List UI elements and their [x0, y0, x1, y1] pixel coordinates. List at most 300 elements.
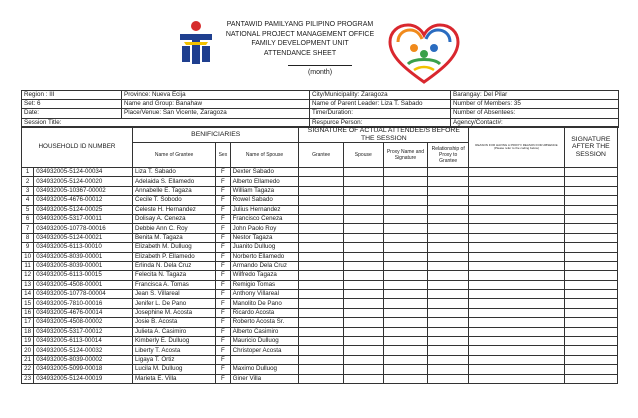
household-id-cell: 034932005-5124-00020 — [34, 177, 133, 186]
spouse-signature-cell[interactable] — [343, 243, 383, 252]
grantee-signature-cell[interactable] — [299, 261, 343, 270]
session-info-grid — [21, 90, 619, 128]
reason-cell[interactable] — [469, 290, 564, 299]
signature-after-cell[interactable] — [564, 261, 617, 270]
spouse-name-cell: Giner Villa — [230, 374, 299, 383]
household-id-cell: 034932005-10778-00016 — [34, 224, 133, 233]
signature-after-cell[interactable] — [564, 290, 617, 299]
grantee-signature-cell[interactable] — [299, 224, 343, 233]
signature-after-cell[interactable] — [564, 337, 617, 346]
proxy-relationship-cell[interactable] — [428, 327, 469, 336]
spouse-name-cell: Norberto Ellamedo — [230, 252, 299, 261]
reason-cell[interactable] — [469, 261, 564, 270]
spouse-name-cell: Roberto Acosta Sr. — [230, 318, 299, 327]
row-number-cell: 4 — [22, 196, 34, 205]
month-label: (month) — [307, 69, 333, 76]
signature-after-cell[interactable] — [564, 233, 617, 242]
sex-cell: F — [216, 233, 230, 242]
proxy-name-cell[interactable] — [383, 290, 427, 299]
proxy-name-cell[interactable] — [383, 280, 427, 289]
grantee-signature-cell[interactable] — [299, 233, 343, 242]
household-id-cell: 034932005-5124-00034 — [34, 168, 133, 177]
sex-cell: F — [216, 252, 230, 261]
spouse-signature-cell[interactable] — [343, 168, 383, 177]
spouse-signature-cell[interactable] — [343, 327, 383, 336]
grantee-signature-cell[interactable] — [299, 196, 343, 205]
spouse-name-cell: Alberto Casimiro — [230, 327, 299, 336]
spouse-name-cell — [230, 355, 299, 364]
grantee-name-cell: Jean S. Villareal — [132, 290, 215, 299]
signature-before-header: SIGNATURE OF ACTUAL ATTENDEE/S BEFORE THE SESSION — [299, 127, 469, 143]
grantee-name-cell: Annabelle E. Tagaza — [132, 186, 215, 195]
table-row — [22, 308, 618, 317]
grantee-signature-cell[interactable] — [299, 168, 343, 177]
sex-cell: F — [216, 290, 230, 299]
proxy-relationship-cell[interactable] — [428, 233, 469, 242]
spouse-signature-cell[interactable] — [343, 290, 383, 299]
grantee-signature-cell[interactable] — [299, 318, 343, 327]
proxy-relationship-cell[interactable] — [428, 214, 469, 223]
row-number-cell: 23 — [22, 374, 34, 383]
grantee-name-cell: Liza T. Sabado — [132, 168, 215, 177]
row-number-cell: 21 — [22, 355, 34, 364]
spouse-signature-header: Spouse — [343, 143, 383, 168]
signature-after-cell[interactable] — [564, 252, 617, 261]
grantee-name-cell: Celeste H. Hernandez — [132, 205, 215, 214]
sex-cell: F — [216, 168, 230, 177]
household-id-cell: 034932005-4676-00014 — [34, 308, 133, 317]
spouse-name-cell: Maximo Dulluog — [230, 365, 299, 374]
members-cell: Number of Members: 35 — [451, 100, 619, 109]
household-id-cell: 034932005-8039-00001 — [34, 261, 133, 270]
reason-header — [469, 127, 564, 168]
session-title-cell: Session Title: — [22, 118, 310, 127]
row-number-cell: 17 — [22, 318, 34, 327]
table-row — [22, 168, 618, 177]
proxy-relationship-cell[interactable] — [428, 205, 469, 214]
household-id-cell: 034932005-8039-00002 — [34, 355, 133, 364]
household-id-cell: 034932005-5317-00011 — [34, 214, 133, 223]
proxy-name-cell[interactable] — [383, 355, 427, 364]
grantee-signature-cell[interactable] — [299, 290, 343, 299]
grantee-name-cell: Dolisay A. Ceneza — [132, 214, 215, 223]
grantee-name-cell: Debbie Ann C. Roy — [132, 224, 215, 233]
grantee-signature-cell[interactable] — [299, 327, 343, 336]
proxy-relationship-cell[interactable] — [428, 308, 469, 317]
place-cell: Place/Venue: San Vicente, Zaragoza — [122, 109, 310, 118]
absentees-cell: Number of Absentees: — [451, 109, 619, 118]
grantee-signature-cell[interactable] — [299, 299, 343, 308]
proxy-name-cell[interactable] — [383, 252, 427, 261]
proxy-name-cell[interactable] — [383, 224, 427, 233]
table-row — [22, 252, 618, 261]
row-number-cell: 2 — [22, 177, 34, 186]
household-id-cell: 034932005-6113-00015 — [34, 271, 133, 280]
spouse-signature-cell[interactable] — [343, 233, 383, 242]
household-id-header: HOUSEHOLD ID NUMBER — [22, 127, 133, 168]
sex-cell: F — [216, 224, 230, 233]
table-row — [22, 318, 618, 327]
signature-after-cell[interactable] — [564, 318, 617, 327]
month-blank-line — [288, 65, 352, 66]
reason-cell[interactable] — [469, 214, 564, 223]
household-id-cell: 034932005-4676-00012 — [34, 196, 133, 205]
grantee-name-cell: Benita M. Tagaza — [132, 233, 215, 242]
spouse-signature-cell[interactable] — [343, 355, 383, 364]
reason-cell[interactable] — [469, 355, 564, 364]
reason-cell[interactable] — [469, 374, 564, 383]
reason-cell[interactable] — [469, 243, 564, 252]
spouse-name-cell: Christoper Acosta — [230, 346, 299, 355]
spouse-name-cell: Alberto Ellamedo — [230, 177, 299, 186]
grantee-name-cell: Francisca A. Tomas — [132, 280, 215, 289]
spouse-signature-cell[interactable] — [343, 308, 383, 317]
reason-cell[interactable] — [469, 252, 564, 261]
spouse-signature-cell[interactable] — [343, 252, 383, 261]
grantee-signature-cell[interactable] — [299, 346, 343, 355]
proxy-relationship-cell[interactable] — [428, 186, 469, 195]
grantee-signature-cell[interactable] — [299, 365, 343, 374]
proxy-name-cell[interactable] — [383, 308, 427, 317]
proxy-name-cell[interactable] — [383, 299, 427, 308]
row-number-cell: 9 — [22, 243, 34, 252]
signature-after-cell[interactable] — [564, 196, 617, 205]
spouse-name-cell: John Paolo Roy — [230, 224, 299, 233]
row-number-cell: 11 — [22, 261, 34, 270]
proxy-name-cell[interactable] — [383, 177, 427, 186]
row-number-cell: 20 — [22, 346, 34, 355]
spouse-signature-cell[interactable] — [343, 196, 383, 205]
row-number-cell: 14 — [22, 290, 34, 299]
proxy-name-cell[interactable] — [383, 243, 427, 252]
office-name: NATIONAL PROJECT MANAGEMENT OFFICE — [225, 30, 375, 38]
household-id-cell: 034932005-6113-00014 — [34, 337, 133, 346]
grantee-signature-header: Grantee — [299, 143, 343, 168]
proxy-name-cell[interactable] — [383, 196, 427, 205]
info-row — [22, 109, 619, 118]
province-cell: Province: Nueva Ecija — [122, 91, 310, 100]
spouse-name-cell: Ricardo Acosta — [230, 308, 299, 317]
parent-leader-cell: Name of Parent Leader: Liza T. Sabado — [310, 100, 451, 109]
spouse-signature-cell[interactable] — [343, 365, 383, 374]
row-number-cell: 10 — [22, 252, 34, 261]
date-cell: Date: — [22, 109, 122, 118]
spouse-name-cell: Wilfredo Tagaza — [230, 271, 299, 280]
spouse-name-cell: Anthony Villareal — [230, 290, 299, 299]
proxy-relationship-cell[interactable] — [428, 224, 469, 233]
grantee-name-header: Name of Grantee — [132, 143, 215, 168]
row-number-cell: 22 — [22, 365, 34, 374]
proxy-relationship-cell[interactable] — [428, 374, 469, 383]
table-row — [22, 337, 618, 346]
table-header-row — [22, 127, 618, 143]
proxy-relationship-cell[interactable] — [428, 168, 469, 177]
table-row — [22, 346, 618, 355]
row-number-cell: 6 — [22, 214, 34, 223]
sex-cell: F — [216, 308, 230, 317]
barangay-cell: Barangay: Del Pilar — [451, 91, 619, 100]
reason-cell[interactable] — [469, 168, 564, 177]
table-row — [22, 243, 618, 252]
spouse-signature-cell[interactable] — [343, 299, 383, 308]
spouse-signature-cell[interactable] — [343, 271, 383, 280]
time-cell: Time/Duration: — [310, 109, 451, 118]
sex-cell: F — [216, 355, 230, 364]
reason-cell[interactable] — [469, 327, 564, 336]
table-row — [22, 205, 618, 214]
spouse-signature-cell[interactable] — [343, 346, 383, 355]
signature-after-cell[interactable] — [564, 205, 617, 214]
reason-cell[interactable] — [469, 280, 564, 289]
household-id-cell: 034932005-5099-00018 — [34, 365, 133, 374]
spouse-name-cell: Manolito De Pano — [230, 299, 299, 308]
attendance-table — [21, 126, 618, 384]
reason-cell[interactable] — [469, 271, 564, 280]
sex-cell: F — [216, 186, 230, 195]
grantee-signature-cell[interactable] — [299, 355, 343, 364]
proxy-relationship-cell[interactable] — [428, 337, 469, 346]
table-row — [22, 280, 618, 289]
grantee-name-cell: Felecita N. Tagaza — [132, 271, 215, 280]
grantee-name-cell: Adelaida S. Ellamedo — [132, 177, 215, 186]
spouse-signature-cell[interactable] — [343, 224, 383, 233]
grantee-name-cell: Kimberly E. Dulluog — [132, 337, 215, 346]
sex-cell: F — [216, 365, 230, 374]
row-number-cell: 8 — [22, 233, 34, 242]
signature-after-cell[interactable] — [564, 346, 617, 355]
table-row — [22, 233, 618, 242]
row-number-cell: 19 — [22, 337, 34, 346]
sex-cell: F — [216, 177, 230, 186]
row-number-cell: 5 — [22, 205, 34, 214]
grantee-signature-cell[interactable] — [299, 177, 343, 186]
sheet-title: ATTENDANCE SHEET — [263, 49, 337, 57]
spouse-signature-cell[interactable] — [343, 205, 383, 214]
reason-cell[interactable] — [469, 346, 564, 355]
reason-cell[interactable] — [469, 318, 564, 327]
proxy-relationship-cell[interactable] — [428, 318, 469, 327]
proxy-relationship-cell[interactable] — [428, 365, 469, 374]
proxy-relationship-cell[interactable] — [428, 177, 469, 186]
reason-cell[interactable] — [469, 186, 564, 195]
grantee-name-cell: Julieta A. Casimiro — [132, 327, 215, 336]
proxy-name-cell[interactable] — [383, 186, 427, 195]
spouse-name-cell: Armando Dela Cruz — [230, 261, 299, 270]
proxy-name-cell[interactable] — [383, 318, 427, 327]
spouse-name-cell: Rowel Sabado — [230, 196, 299, 205]
sex-cell: F — [216, 346, 230, 355]
signature-after-cell[interactable] — [564, 280, 617, 289]
proxy-name-cell[interactable] — [383, 233, 427, 242]
signature-after-cell[interactable] — [564, 271, 617, 280]
spouse-signature-cell[interactable] — [343, 177, 383, 186]
household-id-cell: 034932005-10778-00004 — [34, 290, 133, 299]
spouse-name-cell: Juanito Dulluog — [230, 243, 299, 252]
proxy-relationship-cell[interactable] — [428, 243, 469, 252]
table-row — [22, 327, 618, 336]
reason-cell[interactable] — [469, 224, 564, 233]
spouse-signature-cell[interactable] — [343, 374, 383, 383]
sex-cell: F — [216, 205, 230, 214]
signature-after-cell[interactable] — [564, 168, 617, 177]
grantee-name-cell: Erlinda N. Dela Cruz — [132, 261, 215, 270]
grantee-name-cell: Elizabeth M. Dulluog — [132, 243, 215, 252]
table-row — [22, 374, 618, 383]
proxy-name-cell[interactable] — [383, 214, 427, 223]
agency-cell: Agency/Contact#: — [451, 118, 619, 127]
grantee-name-cell: Ligaya T. Ortiz — [132, 355, 215, 364]
grantee-signature-cell[interactable] — [299, 186, 343, 195]
signature-after-cell[interactable] — [564, 177, 617, 186]
row-number-cell: 7 — [22, 224, 34, 233]
sex-cell: F — [216, 214, 230, 223]
grantee-signature-cell[interactable] — [299, 252, 343, 261]
signature-after-cell[interactable] — [564, 365, 617, 374]
proxy-relationship-cell[interactable] — [428, 299, 469, 308]
row-number-cell: 18 — [22, 327, 34, 336]
reason-header-title: REASON FOR HAVING A PROXY/ REASON FOR ABSENCE — [475, 142, 558, 147]
sex-cell: F — [216, 261, 230, 270]
sex-cell: F — [216, 196, 230, 205]
grantee-name-cell: Lucila M. Dulluog — [132, 365, 215, 374]
proxy-name-cell[interactable] — [383, 271, 427, 280]
spouse-name-cell: Julius Hernandez — [230, 205, 299, 214]
spouse-name-cell: Nestor Tagaza — [230, 233, 299, 242]
signature-after-cell[interactable] — [564, 186, 617, 195]
signature-after-cell[interactable] — [564, 299, 617, 308]
sex-cell: F — [216, 327, 230, 336]
row-number-cell: 15 — [22, 299, 34, 308]
signature-after-cell[interactable] — [564, 214, 617, 223]
proxy-name-cell[interactable] — [383, 205, 427, 214]
spouse-name-cell: Mauricio Dulluog — [230, 337, 299, 346]
signature-after-cell[interactable] — [564, 327, 617, 336]
household-id-cell: 034932005-10367-00002 — [34, 186, 133, 195]
reason-cell[interactable] — [469, 337, 564, 346]
grantee-name-cell: Marieta E. Villa — [132, 374, 215, 383]
row-number-cell: 3 — [22, 186, 34, 195]
proxy-relationship-header: Relationship of Proxy to Grantee — [428, 143, 469, 168]
grantee-signature-cell[interactable] — [299, 243, 343, 252]
signature-after-cell[interactable] — [564, 224, 617, 233]
grantee-name-cell: Jenifer L. De Pano — [132, 299, 215, 308]
grantee-signature-cell[interactable] — [299, 214, 343, 223]
reason-cell[interactable] — [469, 233, 564, 242]
spouse-signature-cell[interactable] — [343, 337, 383, 346]
reason-cell[interactable] — [469, 205, 564, 214]
pantawid-heart-logo-icon — [384, 20, 464, 88]
proxy-name-cell[interactable] — [383, 374, 427, 383]
dswd-logo-icon — [176, 18, 216, 70]
row-number-cell: 16 — [22, 308, 34, 317]
proxy-relationship-cell[interactable] — [428, 290, 469, 299]
proxy-name-cell[interactable] — [383, 168, 427, 177]
grantee-signature-cell[interactable] — [299, 205, 343, 214]
proxy-name-cell[interactable] — [383, 261, 427, 270]
proxy-name-cell[interactable] — [383, 327, 427, 336]
table-row — [22, 214, 618, 223]
spouse-name-cell: Francisco Ceneza — [230, 214, 299, 223]
spouse-signature-cell[interactable] — [343, 261, 383, 270]
proxy-relationship-cell[interactable] — [428, 271, 469, 280]
household-id-cell: 034932005-5124-00025 — [34, 205, 133, 214]
household-id-cell: 034932005-5124-00021 — [34, 233, 133, 242]
signature-after-cell[interactable] — [564, 308, 617, 317]
reason-header-note: (Please refer to the coding below) — [494, 146, 539, 150]
reason-cell[interactable] — [469, 177, 564, 186]
table-row — [22, 177, 618, 186]
table-row — [22, 196, 618, 205]
spouse-signature-cell[interactable] — [343, 186, 383, 195]
table-row — [22, 290, 618, 299]
table-row — [22, 224, 618, 233]
spouse-name-header: Name of Spouse — [230, 143, 299, 168]
unit-name: FAMILY DEVELOPMENT UNIT — [251, 40, 349, 47]
grantee-signature-cell[interactable] — [299, 374, 343, 383]
household-id-cell: 034932005-4508-00001 — [34, 280, 133, 289]
reason-cell[interactable] — [469, 299, 564, 308]
reason-cell[interactable] — [469, 308, 564, 317]
proxy-name-cell[interactable] — [383, 337, 427, 346]
grantee-signature-cell[interactable] — [299, 280, 343, 289]
grantee-signature-cell[interactable] — [299, 271, 343, 280]
grantee-signature-cell[interactable] — [299, 308, 343, 317]
info-row — [22, 91, 619, 100]
grantee-signature-cell[interactable] — [299, 337, 343, 346]
reason-cell[interactable] — [469, 365, 564, 374]
proxy-relationship-cell[interactable] — [428, 196, 469, 205]
spouse-signature-cell[interactable] — [343, 214, 383, 223]
sex-cell: F — [216, 243, 230, 252]
row-number-cell: 1 — [22, 168, 34, 177]
sex-cell: F — [216, 374, 230, 383]
sex-cell: F — [216, 299, 230, 308]
spouse-signature-cell[interactable] — [343, 318, 383, 327]
proxy-relationship-cell[interactable] — [428, 280, 469, 289]
signature-after-cell[interactable] — [564, 374, 617, 383]
sex-cell: F — [216, 318, 230, 327]
sex-header: Sex — [216, 143, 230, 168]
resource-person-cell: Respurce Person: — [310, 118, 451, 127]
proxy-name-header: Proxy Name and Signature — [383, 143, 427, 168]
grantee-name-cell: Josie B. Acosta — [132, 318, 215, 327]
proxy-relationship-cell[interactable] — [428, 355, 469, 364]
table-row — [22, 261, 618, 270]
attendance-rows — [22, 168, 618, 384]
proxy-relationship-cell[interactable] — [428, 252, 469, 261]
signature-after-cell[interactable] — [564, 355, 617, 364]
row-number-cell: 12 — [22, 271, 34, 280]
beneficiaries-header: BENIFICIARIES — [132, 127, 298, 143]
reason-cell[interactable] — [469, 196, 564, 205]
table-row — [22, 365, 618, 374]
grantee-name-cell: Liberty T. Acosta — [132, 346, 215, 355]
grantee-name-cell: Elizabeth P. Ellamedo — [132, 252, 215, 261]
sheet-header — [225, 20, 375, 58]
group-cell: Name and Group: Banahaw — [122, 100, 310, 109]
household-id-cell: 034932005-8039-00001 — [34, 252, 133, 261]
spouse-signature-cell[interactable] — [343, 280, 383, 289]
spouse-name-cell: Dexter Sabado — [230, 168, 299, 177]
sex-cell: F — [216, 271, 230, 280]
proxy-relationship-cell[interactable] — [428, 261, 469, 270]
household-id-cell: 034932005-5124-00019 — [34, 374, 133, 383]
proxy-relationship-cell[interactable] — [428, 346, 469, 355]
proxy-name-cell[interactable] — [383, 365, 427, 374]
signature-after-cell[interactable] — [564, 243, 617, 252]
proxy-name-cell[interactable] — [383, 346, 427, 355]
set-cell: Set: 6 — [22, 100, 122, 109]
